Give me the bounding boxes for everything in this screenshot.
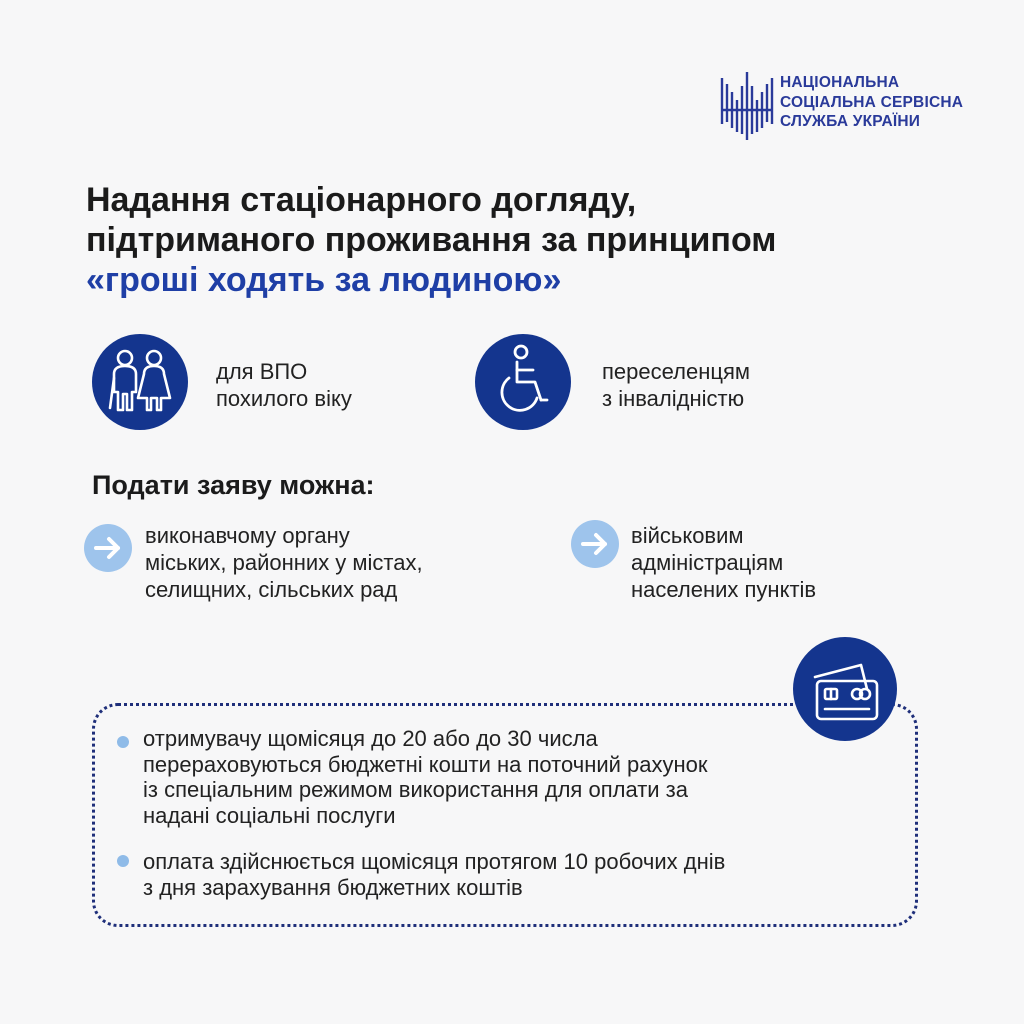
page-title — [86, 180, 946, 300]
logo-line-3: СЛУЖБА УКРАЇНИ — [780, 113, 921, 130]
logo-line-2: СОЦІАЛЬНА СЕРВІСНА — [780, 93, 964, 111]
title-line-1: Надання стаціонарного догляду, — [86, 181, 637, 219]
bank-cards-icon — [793, 637, 897, 741]
arrow-right-icon — [571, 520, 619, 568]
bullet-marker — [117, 736, 129, 748]
apply-heading: Подати заяву можна: — [92, 470, 375, 500]
title-highlight: «гроші ходять за людиною» — [86, 261, 562, 299]
apply-item-local-councils: виконавчому органу міських, районних у містах, селищних, сільських рад — [145, 523, 423, 602]
trident-emblem-icon — [718, 70, 774, 142]
group-disability-text: переселенцям з інвалідністю — [602, 359, 750, 411]
apply-item-military-administrations: військовим адміністраціям населених пунктів — [631, 523, 817, 602]
title-line-2: підтриманого проживання за принципом — [86, 221, 777, 259]
info-item-payment: оплата здійснюється щомісяця протягом 10 робочих днів з дня зарахування бюджетних коштів — [143, 849, 726, 900]
bullet-marker — [117, 855, 129, 867]
wheelchair-icon — [475, 334, 571, 430]
arrow-right-icon — [84, 524, 132, 572]
logo-line-1: НАЦІОНАЛЬНА — [780, 74, 900, 91]
elderly-couple-icon — [92, 334, 188, 430]
info-item-transfer: отримувачу щомісяця до 20 або до 30 числа перераховуються бюджетні кошти на поточний рахунок із спеціальним режимом використання для оплати за надані соціальні послуги — [143, 726, 708, 828]
group-elderly-text: для ВПО похилого віку — [216, 359, 352, 411]
logo — [718, 70, 988, 142]
